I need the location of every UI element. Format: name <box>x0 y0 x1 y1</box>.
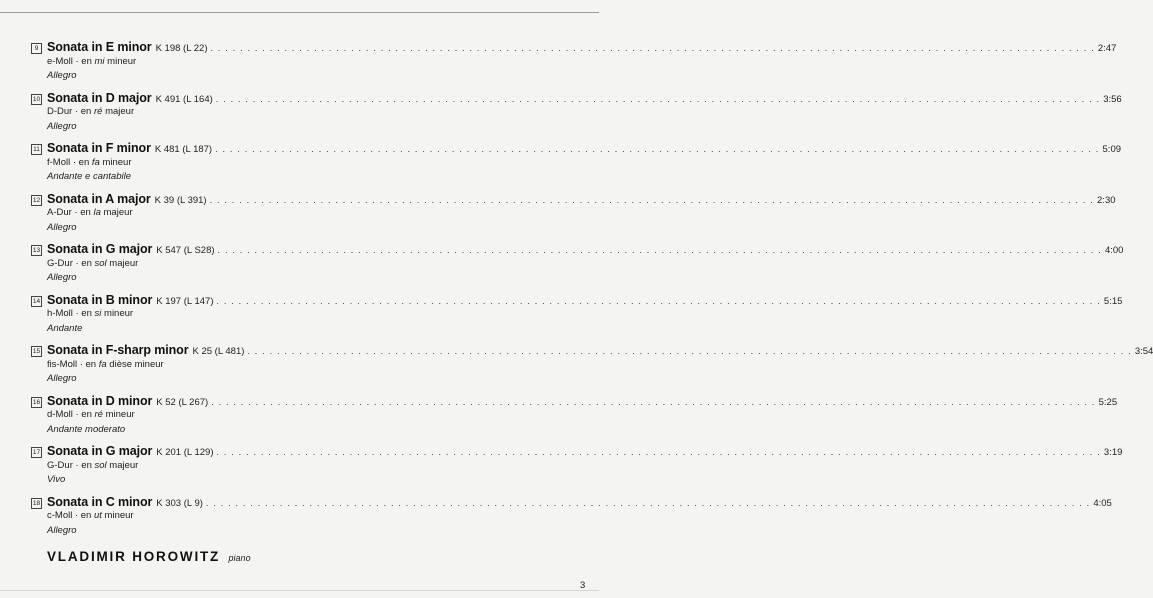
track-item <box>31 191 1116 243</box>
track-catalog: K 491 (L 164) <box>155 93 213 105</box>
track-title: Sonata in D major <box>47 90 152 105</box>
track-heading <box>47 393 1118 408</box>
track-key <box>47 308 133 319</box>
track-tempo: Allegro <box>47 373 77 384</box>
track-heading <box>47 292 1123 307</box>
track-duration: 5:25 <box>1098 396 1118 408</box>
track-number: 13 <box>32 247 41 254</box>
track-item <box>31 444 1123 495</box>
leader-dots: . . . . . . . . . . . . . . . . . . . . . . . . . . . . . . . . . . . . . . . . . . . . . . . . . . . . . . . . . . . . . . . . . . . . . . . . . . . . . . . . . . . . . . . . . . . . . . . . . . . . . . . . . . . . . . . . . . . . . . . . <box>210 43 1095 53</box>
track-duration: 4:00 <box>1104 245 1124 256</box>
track-heading <box>47 494 1112 509</box>
track-tempo: Allegro <box>47 221 77 233</box>
track-tempo: Allegro <box>47 120 77 132</box>
track-title: Sonata in G major <box>47 242 153 256</box>
track-tempo: Allegro <box>47 70 77 81</box>
track-title: Sonata in F minor <box>47 141 151 155</box>
track-catalog: K 303 (L 9) <box>156 497 203 509</box>
leader-dots: . . . . . . . . . . . . . . . . . . . . . . . . . . . . . . . . . . . . . . . . . . . . . . . . . . . . . . . . . . . . . . . . . . . . . . . . . . . . . . . . . . . . . . . . . . . . . . . . . . . . . . . . . . . . . . . . . . . . . . . . <box>217 245 1102 255</box>
track-key-note: la <box>93 207 101 218</box>
track-key-note: sol <box>94 459 107 471</box>
track-key <box>47 510 134 521</box>
leader-dots: . . . . . . . . . . . . . . . . . . . . . . . . . . . . . . . . . . . . . . . . . . . . . . . . . . . . . . . . . . . . . . . . . . . . . . . . . . . . . . . . . . . . . . . . . . . . . . . . . . . . . . . . . . . . . . . . . . . . . . . . <box>205 497 1091 508</box>
track-duration: 5:15 <box>1103 295 1123 307</box>
track-number: 16 <box>32 398 41 406</box>
track-catalog: K 52 (L 267) <box>156 396 209 408</box>
track-catalog: K 25 (L 481) <box>192 346 245 357</box>
track-key-note: sol <box>94 257 107 269</box>
track-key-note: ut <box>93 510 102 521</box>
track-key <box>47 157 132 168</box>
track-title: Sonata in F-sharp minor <box>47 343 189 357</box>
track-title: Sonata in D minor <box>47 393 153 408</box>
top-divider <box>0 12 599 13</box>
track-heading <box>47 40 1117 54</box>
track-list <box>31 40 1153 545</box>
track-key-note: ré <box>94 409 103 420</box>
track-heading <box>47 242 1124 256</box>
track-key-note: ré <box>93 106 103 117</box>
track-key-suffix: mineur <box>101 308 134 319</box>
track-number: 15 <box>32 348 41 355</box>
track-heading <box>47 191 1116 206</box>
track-tempo: Andante moderato <box>47 423 126 435</box>
track-key <box>47 460 138 471</box>
performer-credit <box>47 548 251 566</box>
track-key <box>47 409 135 420</box>
track-catalog: K 201 (L 129) <box>156 447 214 458</box>
track-tempo: Vivo <box>47 474 66 485</box>
track-item <box>31 242 1124 293</box>
track-key-note: fa <box>91 156 100 168</box>
track-key <box>47 258 138 269</box>
track-heading <box>47 444 1123 458</box>
track-duration: 2:30 <box>1097 194 1116 206</box>
track-key-suffix: dièse mineur <box>106 358 164 370</box>
track-catalog: K 197 (L 147) <box>156 295 214 307</box>
track-duration: 3:56 <box>1103 93 1122 105</box>
leader-dots: . . . . . . . . . . . . . . . . . . . . . . . . . . . . . . . . . . . . . . . . . . . . . . . . . . . . . . . . . . . . . . . . . . . . . . . . . . . . . . . . . . . . . . . . . . . . . . . . . . . . . . . . . . . . . . . . . . . . . . . . <box>215 93 1101 104</box>
track-key-prefix: D-Dur · en <box>47 106 94 117</box>
track-number: 14 <box>32 297 41 305</box>
track-number: 11 <box>31 144 42 155</box>
track-key-suffix: majeur <box>106 257 139 269</box>
track-heading <box>47 141 1122 155</box>
track-key-suffix: majeur <box>100 207 133 218</box>
track-catalog: K 39 (L 391) <box>154 194 207 206</box>
track-item <box>31 494 1112 546</box>
track-item <box>31 343 1153 394</box>
leader-dots: . . . . . . . . . . . . . . . . . . . . . . . . . . . . . . . . . . . . . . . . . . . . . . . . . . . . . . . . . . . . . . . . . . . . . . . . . . . . . . . . . . . . . . . . . . . . . . . . . . . . . . . . . . . . . . . . . . . . . . . . <box>247 346 1132 356</box>
track-key <box>47 106 134 117</box>
track-key-note: fa <box>98 358 107 370</box>
track-catalog: K 481 (L 187) <box>154 144 213 155</box>
track-key-suffix: mineur <box>102 409 135 420</box>
leader-dots: . . . . . . . . . . . . . . . . . . . . . . . . . . . . . . . . . . . . . . . . . . . . . . . . . . . . . . . . . . . . . . . . . . . . . . . . . . . . . . . . . . . . . . . . . . . . . . . . . . . . . . . . . . . . . . . . . . . . . . . . <box>211 396 1096 407</box>
track-key <box>47 56 136 67</box>
track-item <box>31 141 1122 192</box>
track-key-prefix: f-Moll · en <box>47 156 92 168</box>
leader-dots: . . . . . . . . . . . . . . . . . . . . . . . . . . . . . . . . . . . . . . . . . . . . . . . . . . . . . . . . . . . . . . . . . . . . . . . . . . . . . . . . . . . . . . . . . . . . . . . . . . . . . . . . . . . . . . . . . . . . . . . . <box>216 295 1101 306</box>
track-duration: 5:09 <box>1102 144 1122 155</box>
track-number: 9 <box>31 43 42 54</box>
track-item <box>31 40 1117 91</box>
track-item <box>31 292 1123 344</box>
track-key-prefix: h-Moll · en <box>47 308 95 319</box>
track-catalog: K 198 (L 22) <box>155 43 208 54</box>
performer-instrument: piano <box>228 553 251 563</box>
track-catalog: K 547 (L S28) <box>156 245 215 256</box>
track-key-note: si <box>94 308 102 319</box>
track-number: 17 <box>32 449 41 456</box>
track-key-prefix: d-Moll · en <box>47 409 95 420</box>
track-item <box>31 90 1122 142</box>
track-duration: 3:19 <box>1103 447 1123 458</box>
track-title: Sonata in E minor <box>47 40 152 54</box>
track-tempo: Andante e cantabile <box>47 171 131 182</box>
track-tempo: Allegro <box>47 272 77 283</box>
track-title: Sonata in B minor <box>47 292 153 307</box>
track-key-note: mi <box>94 55 105 67</box>
track-key-prefix: e-Moll · en <box>47 55 95 67</box>
track-key-prefix: A-Dur · en <box>47 207 94 218</box>
track-key-prefix: G-Dur · en <box>47 257 95 269</box>
track-title: Sonata in G major <box>47 444 153 458</box>
track-key <box>47 359 164 370</box>
track-number: 18 <box>32 499 41 507</box>
bottom-divider <box>0 590 599 591</box>
track-key-suffix: majeur <box>106 459 139 471</box>
leader-dots: . . . . . . . . . . . . . . . . . . . . . . . . . . . . . . . . . . . . . . . . . . . . . . . . . . . . . . . . . . . . . . . . . . . . . . . . . . . . . . . . . . . . . . . . . . . . . . . . . . . . . . . . . . . . . . . . . . . . . . . . <box>216 447 1101 457</box>
leader-dots: . . . . . . . . . . . . . . . . . . . . . . . . . . . . . . . . . . . . . . . . . . . . . . . . . . . . . . . . . . . . . . . . . . . . . . . . . . . . . . . . . . . . . . . . . . . . . . . . . . . . . . . . . . . . . . . . . . . . . . . . <box>215 144 1100 154</box>
leader-dots: . . . . . . . . . . . . . . . . . . . . . . . . . . . . . . . . . . . . . . . . . . . . . . . . . . . . . . . . . . . . . . . . . . . . . . . . . . . . . . . . . . . . . . . . . . . . . . . . . . . . . . . . . . . . . . . . . . . . . . . . <box>209 194 1095 205</box>
track-key <box>47 207 133 218</box>
track-key-suffix: majeur <box>102 106 135 117</box>
track-title: Sonata in A major <box>47 191 151 206</box>
track-key-suffix: mineur <box>101 510 134 521</box>
track-heading <box>47 343 1153 357</box>
track-key-prefix: G-Dur · en <box>47 459 95 471</box>
track-number: 10 <box>32 95 41 103</box>
track-tempo: Allegro <box>47 524 77 536</box>
track-key-suffix: mineur <box>99 156 132 168</box>
track-key-prefix: c-Moll · en <box>47 510 94 521</box>
track-tempo: Andante <box>47 322 83 334</box>
track-key-suffix: mineur <box>104 55 137 67</box>
track-heading <box>47 90 1122 105</box>
track-number: 12 <box>32 196 41 204</box>
page-number: 3 <box>580 580 586 591</box>
performer-name: VLADIMIR HOROWITZ <box>47 549 221 564</box>
track-key-prefix: fis-Moll · en <box>47 358 99 370</box>
track-duration: 4:05 <box>1093 497 1112 509</box>
track-duration: 2:47 <box>1097 43 1117 54</box>
track-duration: 3:54 <box>1134 346 1153 357</box>
track-item <box>31 393 1118 445</box>
track-title: Sonata in C minor <box>47 494 153 509</box>
